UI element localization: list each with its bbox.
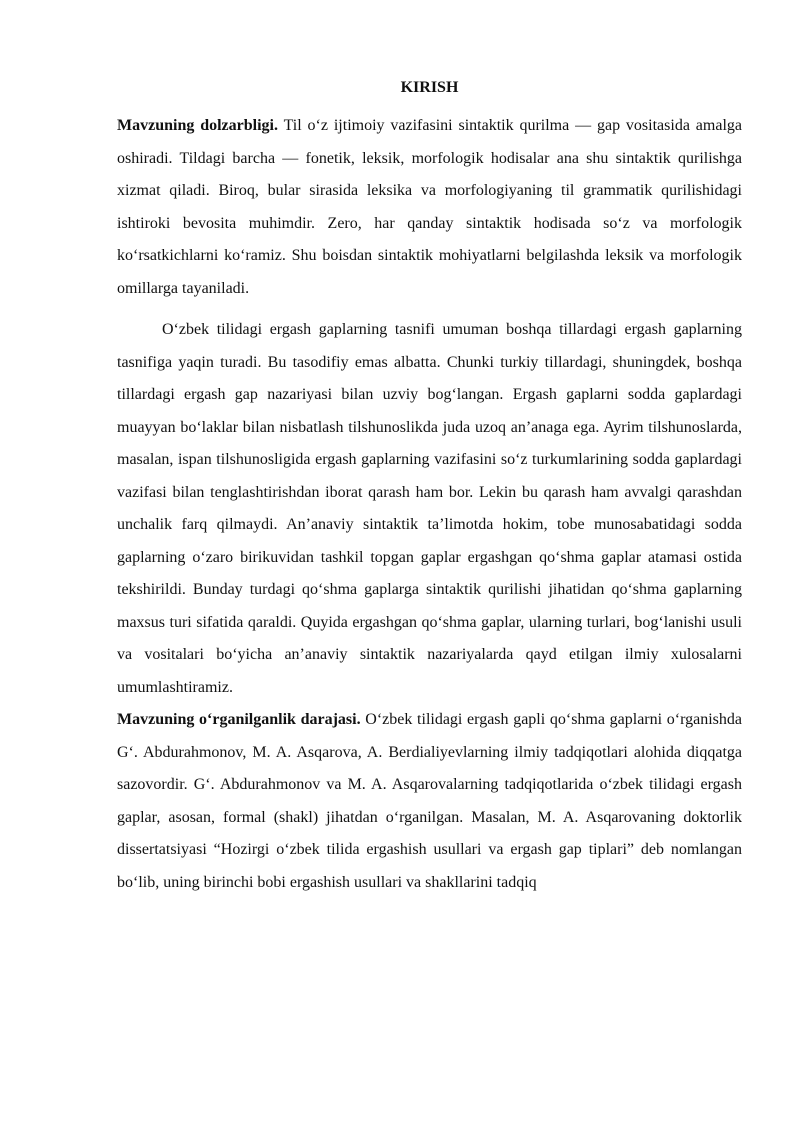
paragraph-classification-text: O‘zbek tilidagi ergash gaplarning tasnifi umuman boshqa tillardagi ergash gaplarning tasnifiga yaqin turadi. Bu tasodifiy emas albatta. Chunki turkiy tillardagi, shuningdek, boshqa tillardagi ergash gap nazariyasi bilan uzviy bog‘langan. Ergash gaplarni sodda gaplardagi muayyan bo‘laklar bilan nisbatlash tilshunoslikda juda uzoq an’anaga ega. Ayrim tilshunoslarda, masalan, ispan tilshunosligida ergash gaplarning vazifasini so‘z turkumlarining sodda gaplardagi vazifasi bilan tenglashtirishdan iborat qarash ham bor. Lekin bu qarash ham avvalgi qarashdan unchalik farq qilmaydi. An’anaviy sintaktik ta’limotda hokim, tobe munosabatidagi sodda gaplarning o‘zaro birikuvidan tashkil topgan gaplar ergashgan qo‘shma gaplar atamasi ostida tekshirildi. Bunday turdagi qo‘shma gaplarga sintaktik qurilishi jihatidan qo‘shma gaplarning maxsus turi sifatida qaraldi. Quyida ergashgan qo‘shma gaplar, ularning turlari, bog‘lanishi usuli va vositalari bo‘yicha an’anaviy sintaktik nazariyalarda qayd etilgan ilmiy xulosalarni umumlashtiramiz.	[117, 321, 742, 696]
heading-relevance: Mavzuning dolzarbligi.	[117, 117, 278, 134]
heading-study-level: Mavzuning o‘rganilganlik darajasi.	[117, 711, 361, 728]
paragraph-study-level-text: O‘zbek tilidagi ergash gapli qo‘shma gaplarni o‘rganishda G‘. Abdurahmonov, M. A. Asqarova, A. Berdialiyevlarning ilmiy tadqiqotlari alohida diqqatga sazovordir. G‘. Abdurahmonov va M. A. Asqarovalarning tadqiqotlarida o‘zbek tilidagi ergash gaplar, asosan, formal (shakl) jihatdan o‘rganilgan. Masalan, M. A. Asqarovaning doktorlik dissertatsiyasi “Hozirgi o‘zbek tilida ergashish usullari va ergash gap tiplari” deb nomlangan bo‘lib, uning birinchi bobi ergashish usullari va shakllarini tadqiq	[117, 711, 743, 891]
page-title: KIRISH	[400, 79, 459, 96]
document-page	[117, 72, 742, 899]
paragraph-relevance	[117, 110, 742, 305]
paragraph-classification	[117, 314, 742, 704]
paragraph-study-level	[117, 704, 742, 899]
paragraph-relevance-text: Til o‘z ijtimoiy vazifasini sintaktik qurilma — gap vositasida amalga oshiradi. Tildagi barcha — fonetik, leksik, morfologik hodisalar ana shu sintaktik qurilishga xizmat qiladi. Biroq, bular sirasida leksika va morfologiyaning til grammatik qurilishidagi ishtiroki bevosita muhimdir. Zero, har qanday sintaktik hodisada so‘z va morfologik ko‘rsatkichlarni ko‘ramiz. Shu boisdan sintaktik mohiyatlarni belgilashda leksik va morfologik omillarga tayaniladi.	[117, 117, 742, 297]
